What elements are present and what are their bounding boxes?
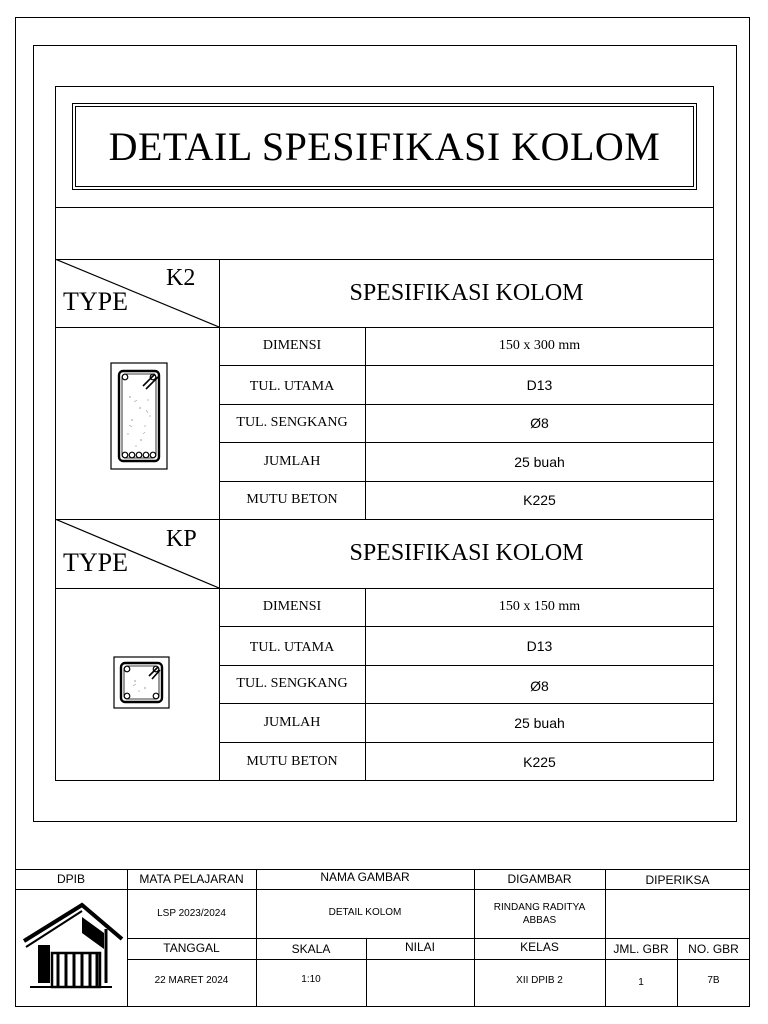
- divider: [55, 207, 714, 208]
- page-title: DETAIL SPESIFIKASI KOLOM: [108, 124, 661, 169]
- spec-label: JUMLAH: [263, 453, 321, 469]
- digambar-label: DIGAMBAR: [507, 872, 572, 886]
- diperiksa-label: DIPERIKSA: [645, 873, 710, 887]
- skala-value: 1:10: [301, 973, 321, 985]
- spec-label: MUTU BETON: [246, 492, 338, 507]
- dpib-label: DPIB: [56, 872, 85, 886]
- type-label: TYPE: [63, 548, 128, 577]
- spec-value: D13: [526, 637, 553, 654]
- digambar-value-line2: ABBAS: [522, 914, 557, 926]
- nilai-label: NILAI: [404, 940, 435, 954]
- spec-header: SPESIFIKASI KOLOM: [349, 279, 584, 306]
- spec-value: K225: [523, 492, 556, 508]
- spec-label: JUMLAH: [263, 714, 321, 730]
- type-code: KP: [166, 526, 197, 552]
- spec-label: TUL. SENGKANG: [236, 676, 348, 691]
- kelas-value: XII DPIB 2: [516, 974, 563, 986]
- spec-value: D13: [526, 376, 553, 393]
- no-gbr-value: 7B: [707, 974, 720, 986]
- digambar-value: [474, 889, 605, 938]
- spec-value: 25 buah: [514, 453, 565, 470]
- spec-label: TUL. UTAMA: [249, 379, 335, 394]
- spec-value: 150 x 150 mm: [498, 599, 581, 614]
- spec-header: SPESIFIKASI KOLOM: [349, 540, 584, 566]
- jml-gbr-label: JML. GBR: [613, 941, 669, 956]
- digambar-value-line1: RINDANG RADITYA: [493, 901, 586, 913]
- spec-value: 150 x 300 mm: [498, 338, 581, 353]
- house-logo-icon: [20, 893, 124, 995]
- mata-pelajaran-label: MATA PELAJARAN: [139, 872, 244, 886]
- tanggal-label: TANGGAL: [163, 940, 220, 955]
- spec-label: DIMENSI: [262, 338, 322, 353]
- nama-gambar-value: DETAIL KOLOM: [328, 906, 402, 918]
- no-gbr-label: NO. GBR: [688, 941, 739, 956]
- spec-value: Ø8: [530, 678, 549, 694]
- spec-value: 25 buah: [514, 714, 565, 731]
- type-label: TYPE: [63, 287, 128, 316]
- spec-value: K225: [523, 753, 556, 770]
- spec-label: TUL. SENGKANG: [236, 415, 348, 430]
- kelas-label: KELAS: [520, 940, 559, 954]
- skala-label: SKALA: [291, 942, 331, 956]
- column-section-k2: [110, 362, 168, 470]
- column-section-kp: [113, 656, 170, 709]
- spec-label: MUTU BETON: [246, 753, 338, 769]
- spec-label: DIMENSI: [262, 599, 322, 614]
- spec-label: TUL. UTAMA: [249, 640, 335, 655]
- tanggal-value: 22 MARET 2024: [154, 975, 229, 986]
- type-code: K2: [166, 265, 196, 291]
- mata-pelajaran-value: LSP 2023/2024: [157, 908, 226, 919]
- spec-value: Ø8: [530, 415, 549, 431]
- jml-gbr-value: 1: [638, 976, 644, 988]
- nama-gambar-label: NAMA GAMBAR: [320, 870, 410, 884]
